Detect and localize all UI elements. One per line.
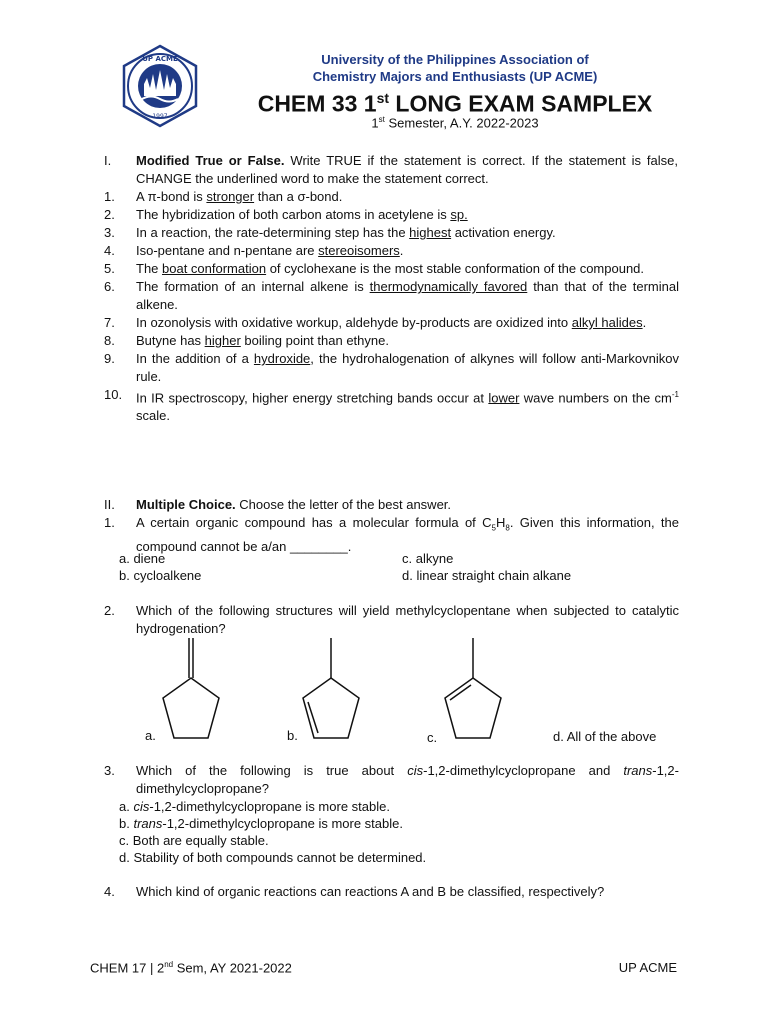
option-c: c. Both are equally stable.: [119, 833, 269, 848]
list-item: 3. In a reaction, the rate-determining step has the highest activation energy.: [104, 225, 556, 240]
list-item: 1. A π-bond is stronger than a σ-bond.: [104, 189, 343, 204]
section-1-heading: Modified True or False.: [136, 153, 285, 168]
section-2-roman: II.: [104, 497, 115, 512]
section-1-items: [104, 188, 679, 425]
list-item: 6. The formation of an internal alkene is thermodynamically favored than that of the terminal alkene.: [104, 279, 679, 312]
structure-c-methylcyclopentene: [440, 636, 506, 742]
list-item: 10. In IR spectroscopy, higher energy stretching bands occur at lower wave numbers on the $cm^{-1}$ scale.: [104, 387, 679, 424]
footer-right: UP ACME: [618, 960, 677, 975]
option-a: a. diene: [119, 551, 166, 566]
section-1-instructions: Write TRUE if the statement is correct. If the statement is false, CHANGE the underlined word to make the statement correct.: [136, 153, 678, 186]
structure-b-label: b.: [287, 728, 298, 743]
list-item: 9. In the addition of a hydroxide, the hydrohalogenation of alkynes will follow anti-Markovnikov rule.: [104, 351, 679, 384]
option-b: b. trans-1,2-dimethylcyclopropane is more stable.: [119, 816, 403, 831]
semester-line: 1st Semester, A.Y. 2022-2023: [371, 115, 539, 131]
section-1-roman: I.: [104, 153, 112, 168]
option-d: d. Stability of both compounds cannot be determined.: [119, 850, 427, 865]
option-d: d. linear straight chain alkane: [402, 568, 572, 583]
list-item: 5. The boat conformation of cyclohexane is the most stable conformation of the compound.: [104, 261, 645, 276]
question-3: 3. Which of the following is true about cis-1,2-dimethylcyclopropane and trans-1,2-dimethylcyclopropane?: [104, 763, 679, 796]
structure-a-methylenecyclopentane: [158, 636, 224, 742]
question-2: 2. Which of the following structures will yield methylcyclopentane when subjected to catalytic hydrogenation?: [104, 603, 679, 636]
option-d-all-of-the-above: d. All of the above: [553, 729, 657, 744]
list-item: 8. Butyne has higher boiling point than ethyne.: [104, 333, 389, 348]
structure-c-label: c.: [427, 730, 438, 745]
list-item: 2. The hybridization of both carbon atoms in acetylene is sp.: [104, 207, 468, 222]
up-acme-seal-logo: [118, 44, 202, 128]
section-2-heading: Multiple Choice.: [136, 497, 236, 512]
question-4: 4. Which kind of organic reactions can reactions A and B be classified, respectively?: [104, 884, 605, 899]
structure-a-label: a.: [145, 728, 156, 743]
option-c: c. alkyne: [402, 551, 454, 566]
question-3-options: [119, 798, 679, 866]
org-name-line2: Chemistry Majors and Enthusiasts (UP ACME): [312, 69, 598, 84]
section-2-instructions: Choose the letter of the best answer.: [235, 497, 452, 512]
org-name-line1: University of the Philippines Association of: [321, 52, 589, 67]
footer-left: CHEM 17 | 2nd Sem, AY 2021-2022: [90, 960, 292, 976]
option-b: b. cycloalkene: [119, 568, 202, 583]
list-item: 4. Iso-pentane and n-pentane are stereoisomers.: [104, 243, 404, 258]
logo-year: 1997: [152, 113, 168, 120]
structure-b-methylcyclopentene: [298, 636, 364, 742]
question-1: 1. A certain organic compound has a molecular formula of $C_5H_8$. Given this information, the compound cannot be a/an ________.: [104, 515, 679, 554]
option-a: a. cis-1,2-dimethylcyclopropane is more stable.: [119, 799, 390, 814]
exam-title: CHEM 33 1st LONG EXAM SAMPLEX: [257, 90, 653, 117]
question-1-options: [119, 550, 679, 584]
logo-text-top: UP ACME: [142, 55, 178, 63]
list-item: 7. In ozonolysis with oxidative workup, aldehyde by-products are oxidized into alkyl halides.: [104, 315, 647, 330]
